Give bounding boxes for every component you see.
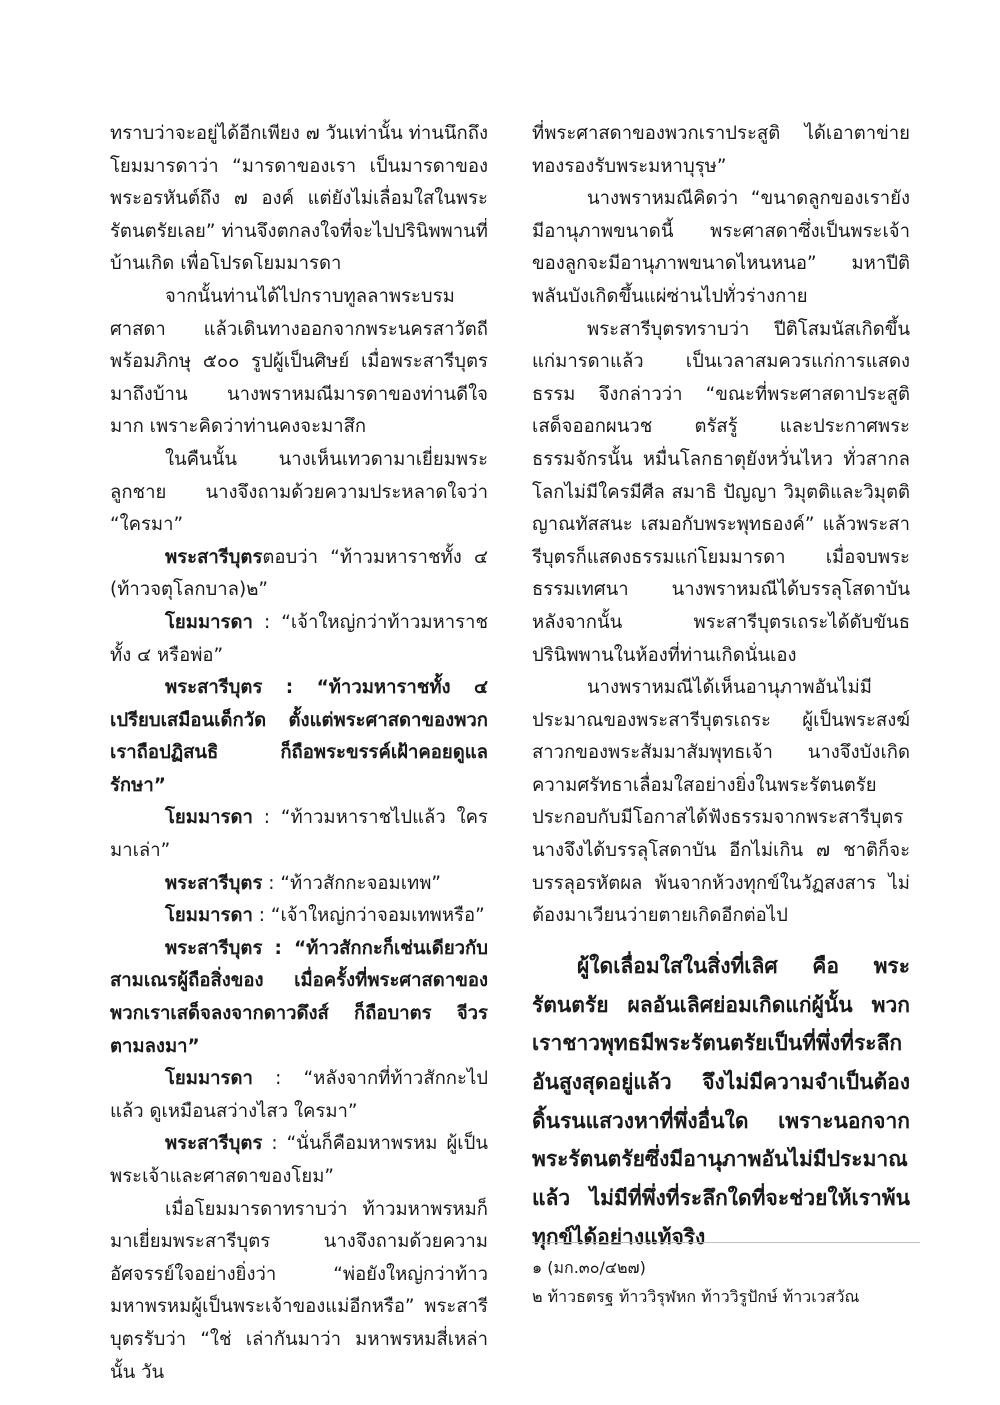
paragraph: ในคืนนั้น นางเห็นเทวดามาเยี่ยมพระลูกชาย นางจึงถามด้วยความประหลาดใจว่า “ใครมา” — [110, 448, 488, 536]
dialogue-text: : “ท้าวมหาราชไปแล้ว ใครมาเล่า” — [110, 807, 488, 862]
paragraph: นางพราหมณีได้เห็นอานุภาพอันไม่มีประมาณของพระสารีบุตรเถระ ผู้เป็นพระสงฆ์สาวกของพระสัมมาสัมพุทธเจ้า นางจึงบังเกิดความศรัทธาเลื่อมใสอย่างยิ่งในพระรัตนตรัย ประกอบกับมีโอกาสได้ฟังธรรมจากพระสารีบุตร นางจึงได้บรรลุโสดาบัน อีกไม่เกิน ๗ ชาติก็จะบรรลุอรหัตผล พ้นจากห้วงทุกข์ในวัฏสงสาร ไม่ต้องมาเวียนว่ายตายเกิดอีกต่อไป — [532, 677, 910, 927]
dialogue-text: : “ท้าวสักกะก็เช่นเดียวกับสามเณรผู้ถือสิ่งของ เมื่อครั้งที่พระศาสดาของพวกเราเสด็จลงจากดาวดึงส์ ก็ถือบาตร จีวร ตามลงมา” — [110, 937, 488, 1057]
speaker-label: โยมมารดา — [165, 905, 253, 927]
dialogue-text: : “หลังจากที่ท้าวสักกะไปแล้ว ดูเหมือนสว่างไสว ใครมา” — [110, 1068, 488, 1122]
right-column — [532, 118, 910, 1256]
speaker-label: พระสารีบุตร — [165, 937, 263, 959]
speaker-label: โยมมารดา — [165, 807, 253, 829]
paragraph: ที่พระศาสดาของพวกเราประสูติ ได้เอาตาข่ายทองรองรับพระมหาบุรุษ” — [532, 123, 910, 177]
highlight-quote: ผู้ใดเลื่อมใสในสิ่งที่เลิศ คือ พระรัตนตรัย ผลอันเลิศย่อมเกิดแก่ผู้นั้น พวกเราชาวพุทธมีพระรัตนตรัยเป็นที่พึ่งที่ระลึกอันสูงสุดอยู่แล้ว จึงไม่มีความจำเป็นต้องดิ้นรนแสวงหาที่พึ่งอื่นใด เพราะนอกจากพระรัตนตรัยซึ่งมีอานุภาพอันไม่มีประมาณแล้ว ไม่มีที่พึ่งที่ระลึกใดที่จะช่วยให้เราพ้นทุกข์ได้อย่างแท้จริง — [532, 953, 910, 1249]
paragraph: จากนั้นท่านได้ไปกราบทูลลาพระบรมศาสดา แล้วเดินทางออกจากพระนครสาวัตถีพร้อมภิกษุ ๕๐๐ รูปผู้เป็นศิษย์ เมื่อพระสารีบุตรมาถึงบ้าน นางพราหมณีมารดาของท่านดีใจมาก เพราะคิดว่าท่านคงจะมาสึก — [110, 285, 488, 438]
speaker-label: พระสารีบุตร — [165, 1133, 263, 1155]
dialogue-line — [110, 542, 488, 607]
dialogue-text: : “นั่นก็คือมหาพรหม ผู้เป็นพระเจ้าและศาสดาของโยม” — [110, 1133, 488, 1187]
dialogue-text: : “เจ้าใหญ่กว่าจอมเทพหรือ” — [252, 905, 485, 927]
paragraph: ทราบว่าจะอยู่ได้อีกเพียง ๗ วันเท่านั้น ท่านนึกถึงโยมมารดาว่า “มารดาของเรา เป็นมารดาของพระอรหันต์ถึง ๗ องค์ แต่ยังไม่เลื่อมใสในพระรัตนตรัยเลย” ท่านจึงตกลงใจที่จะไปปรินิพพานที่บ้านเกิด เพื่อโปรดโยมมารดา — [110, 123, 488, 275]
footnotes — [532, 1242, 920, 1311]
speaker-label: พระสารีบุตร — [165, 677, 263, 699]
dialogue-line — [110, 868, 488, 901]
dialogue-line — [110, 1063, 488, 1128]
footnote-1: ๑ (มก.๓๐/๔๒๗) — [532, 1258, 646, 1277]
dialogue-line — [110, 607, 488, 672]
footnote-2: ๒ ท้าวธตรฐ ท้าววิรุฬหก ท้าววิรูปักษ์ ท้าวเวสวัณ — [532, 1287, 860, 1306]
dialogue-line — [110, 1128, 488, 1193]
paragraph: พระสารีบุตรทราบว่า ปีติโสมนัสเกิดขึ้นแก่มารดาแล้ว เป็นเวลาสมควรแก่การแสดงธรรม จึงกล่าวว่า “ขณะที่พระศาสดาประสูติ เสด็จออกผนวช ตรัสรู้ และประกาศพระธรรมจักรนั้น หมื่นโลกธาตุยังหวั่นไหว ทั่วสากลโลกไม่มีใครมีศีล สมาธิ ปัญญา วิมุตติและวิมุตติญาณทัสสนะ เสมอกับพระพุทธองค์” แล้วพระสารีบุตรก็แสดงธรรมแก่โยมมารดา เมื่อจบพระธรรมเทศนา นางพราหมณีได้บรรลุโสดาบัน หลังจากนั้น พระสารีบุตรเถระได้ดับขันธปรินิพพานในห้องที่ท่านเกิดนั่นเอง — [532, 318, 910, 666]
dialogue-line — [110, 933, 488, 1063]
speaker-label: โยมมารดา — [165, 1068, 253, 1090]
left-column — [110, 118, 488, 1389]
dialogue-line — [110, 900, 488, 933]
paragraph: เมื่อโยมมารดาทราบว่า ท้าวมหาพรหมก็มาเยี่ยมพระสารีบุตร นางจึงถามด้วยความอัศจรรย์ใจอย่างยิ่งว่า “พ่อยังใหญ่กว่าท้าวมหาพรหมผู้เป็นพระเจ้าของแม่อีกหรือ” พระสารีบุตรรับว่า “ใช่ เล่ากันมาว่า มหาพรหมสี่เหล่านั้น วัน — [110, 1198, 488, 1383]
speaker-label: พระสารีบุตร — [165, 872, 263, 894]
paragraph: นางพราหมณีคิดว่า “ขนาดลูกของเรายังมีอานุภาพขนาดนี้ พระศาสดาซึ่งเป็นพระเจ้าของลูกจะมีอานุภาพขนาดไหนหนอ” มหาปีติพลันบังเกิดขึ้นแผ่ซ่านไปทั่วร่างกาย — [532, 188, 910, 307]
speaker-label: พระสารีบุตร — [165, 546, 263, 568]
dialogue-text: ตอบว่า “ท้าวมหาราชทั้ง ๔ (ท้าวจตุโลกบาล)๒” — [110, 546, 488, 601]
dialogue-line — [110, 672, 488, 802]
dialogue-text: : “ท้าวมหาราชทั้ง ๔ เปรียบเสมือนเด็กวัด ตั้งแต่พระศาสดาของพวกเราถือปฏิสนธิ ก็ถือพระขรรค์เฝ้าคอยดูแลรักษา” — [110, 677, 488, 796]
dialogue-text: : “ท้าวสักกะจอมเทพ” — [262, 872, 442, 894]
dialogue-line — [110, 802, 488, 867]
speaker-label: โยมมารดา — [165, 611, 253, 633]
dialogue-text: : “เจ้าใหญ่กว่าท้าวมหาราชทั้ง ๔ หรือพ่อ” — [110, 611, 488, 666]
